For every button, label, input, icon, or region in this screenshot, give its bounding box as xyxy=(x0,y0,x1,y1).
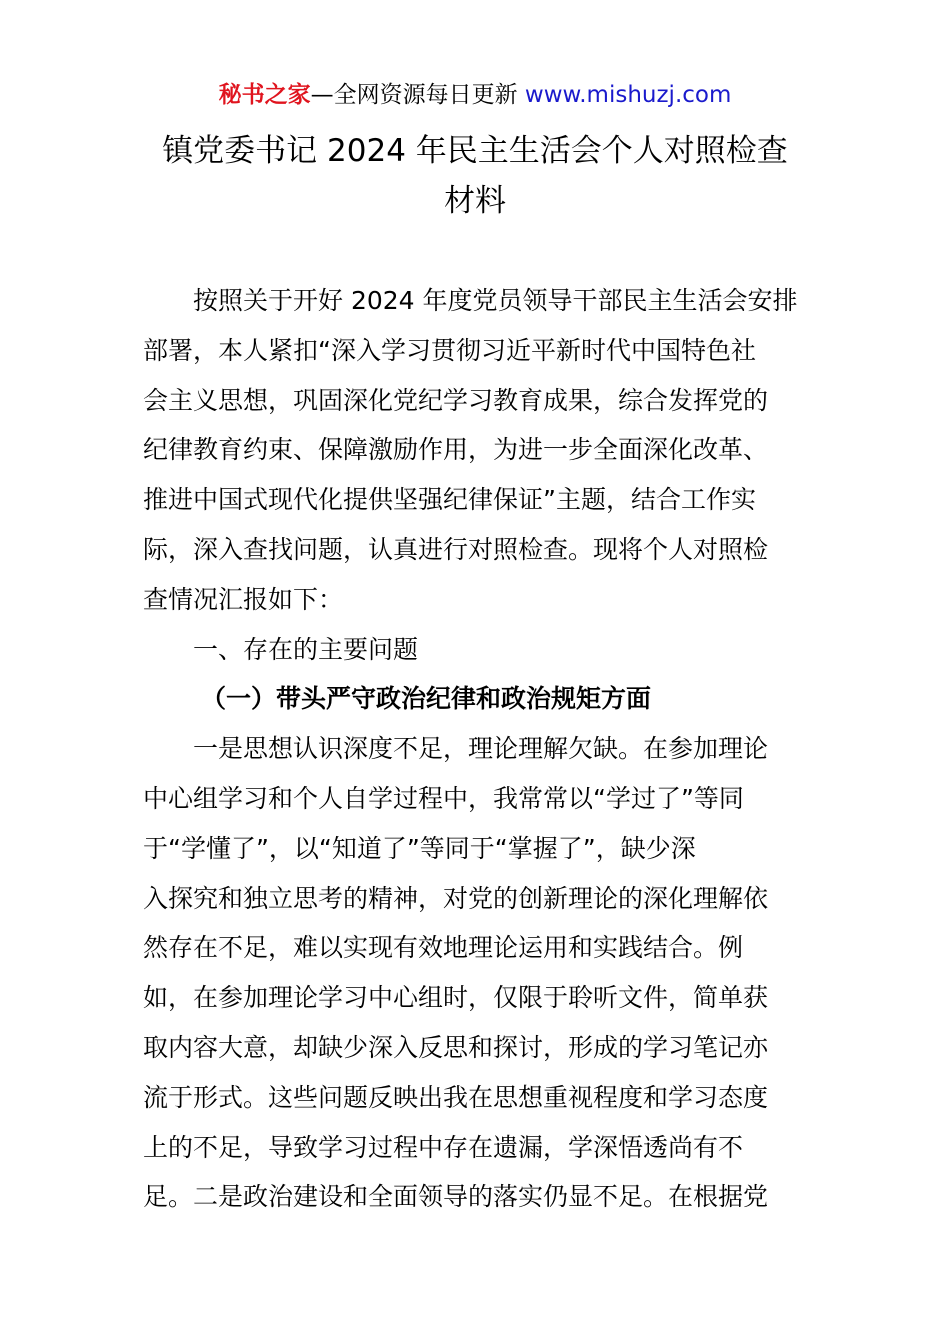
paragraph-line: 纪律教育约束、保障激励作用，为进一步全面深化改革、 xyxy=(143,435,769,465)
subsection-heading: （一）带头严守政治纪律和政治规矩方面 xyxy=(201,684,652,714)
paragraph-line: 入探究和独立思考的精神，对党的创新理论的深化理解依 xyxy=(143,883,769,913)
brand-name: 秘书之家 xyxy=(218,82,311,108)
section-heading: 一、存在的主要问题 xyxy=(193,634,419,664)
header-slogan: —全网资源每日更新 xyxy=(310,82,525,108)
paragraph-line: 足。二是政治建设和全面领导的落实仍显不足。在根据党 xyxy=(143,1182,769,1212)
paragraph-line: 上的不足，导致学习过程中存在遗漏，学深悟透尚有不 xyxy=(143,1132,744,1162)
paragraph-line: 部署，本人紧扣“深入学习贯彻习近平新时代中国特色社 xyxy=(143,335,756,365)
paragraph-line: 按照关于开好 2024 年度党员领导干部民主生活会安排 xyxy=(193,286,798,315)
site-header xyxy=(0,78,950,112)
paragraph-line: 然存在不足，难以实现有效地理论运用和实践结合。例 xyxy=(143,933,744,963)
paragraph-line: 于“学懂了”，以“知道了”等同于“掌握了”，缺少深 xyxy=(143,833,696,863)
paragraph-line: 中心组学习和个人自学过程中，我常常以“学过了”等同 xyxy=(143,783,744,813)
paragraph-line: 推进中国式现代化提供坚强纪律保证”主题，结合工作实 xyxy=(143,485,756,515)
site-url-link[interactable]: www.mishuzj.com xyxy=(524,82,732,108)
document-title xyxy=(110,126,840,226)
paragraph-line: 取内容大意，却缺少深入反思和探讨，形成的学习笔记亦 xyxy=(143,1032,769,1062)
paragraph-line: 一是思想认识深度不足，理论理解欠缺。在参加理论 xyxy=(193,734,769,764)
title-line-1: 镇党委书记 2024 年民主生活会个人对照检查 xyxy=(162,133,788,169)
document-body xyxy=(143,276,807,1222)
paragraph-line: 流于形式。这些问题反映出我在思想重视程度和学习态度 xyxy=(143,1082,769,1112)
paragraph-line: 会主义思想，巩固深化党纪学习教育成果，综合发挥党的 xyxy=(143,385,769,415)
paragraph-line: 际，深入查找问题，认真进行对照检查。现将个人对照检 xyxy=(143,534,769,564)
title-line-2: 材料 xyxy=(444,183,506,219)
paragraph-line: 如，在参加理论学习中心组时，仅限于聆听文件，简单获 xyxy=(143,983,769,1013)
paragraph-line: 查情况汇报如下： xyxy=(143,584,344,614)
